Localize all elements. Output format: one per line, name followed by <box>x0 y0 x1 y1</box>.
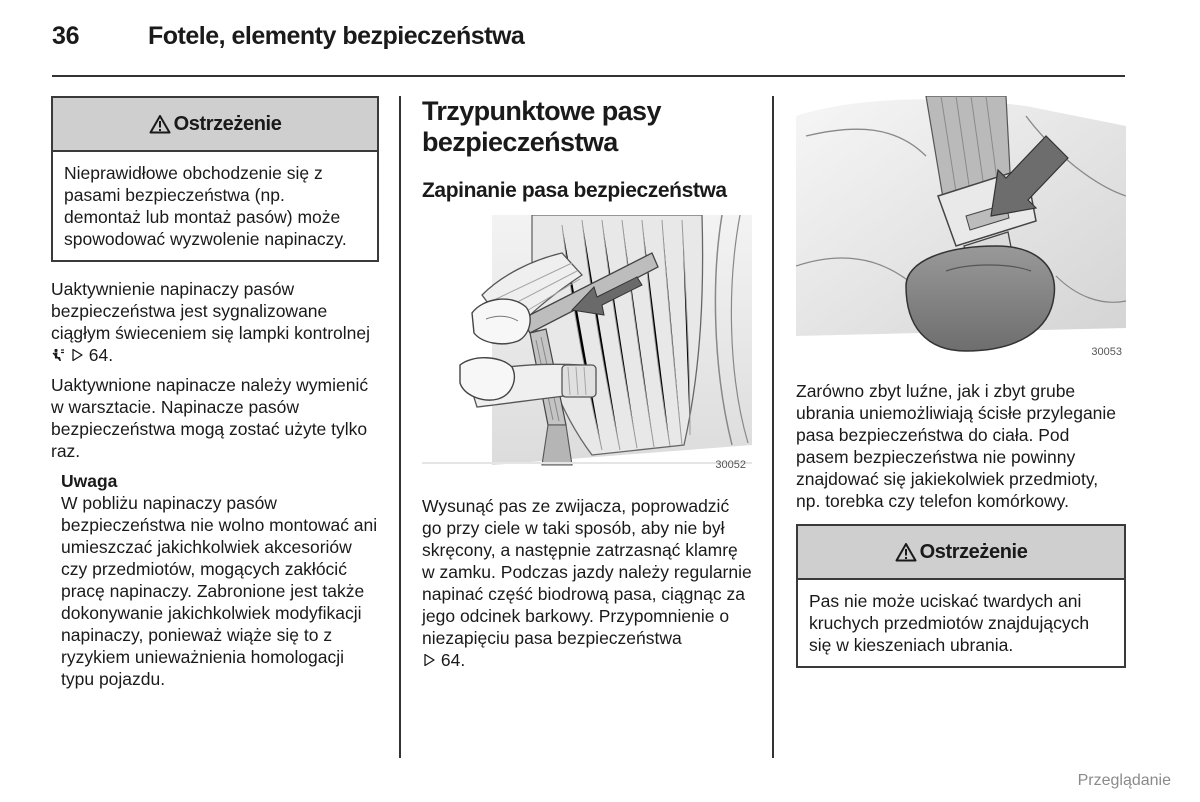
paragraph: Zarówno zbyt luźne, jak i zbyt grube ubrania uniemożliwiają ścisłe przyleganie pasa bezpieczeństwa do ciała. Pod pasem bezpieczeństwa nie powinny znajdować się jakiekolwiek przedmioty, np. torebka czy telefon komórkowy. <box>796 381 1117 511</box>
subsection-title: Zapinanie pasa bezpieczeństwa <box>422 179 727 202</box>
column-divider <box>772 96 774 758</box>
warning-triangle-icon <box>895 542 917 562</box>
page-reference[interactable]: 64. <box>88 345 114 365</box>
section-title: Trzypunktowe pasy bezpieczeństwa <box>422 96 661 157</box>
paragraph-text: Wysunąć pas ze zwijacza, poprowadzić go przy ciele w taki sposób, aby nie był skręcony, a następnie zatrzasnąć klamrę w zamku. Podczas jazdy należy regularnie napinać część biodrową pasa, ciągnąc za jego odcinek barkowy. Przypomnienie o niezapięciu pasa bezpieczeństwa <box>422 496 752 648</box>
browse-link[interactable]: Przeglądanie <box>1077 772 1171 789</box>
left-column <box>51 96 379 690</box>
note-text: W pobliżu napinaczy pasów bezpieczeństwa nie wolno montować ani umieszczać jakichkolwiek akcesoriów czy przedmiotów, mogących zakłócić pracę napinaczy. Zabronione jest także dokonywanie jakichkolwiek modyfikacji napinaczy, ponieważ wiąże się to z ryzykiem unieważnienia homologacji typu pojazdu. <box>61 493 378 689</box>
page-reference-arrow-icon <box>70 348 84 362</box>
page-reference-arrow-icon <box>422 653 436 667</box>
paragraph-text: Uaktywnienie napinaczy pasów bezpieczeństwa jest sygnalizowane ciągłym świeceniem się lampki kontrolnej <box>51 279 371 343</box>
page-reference[interactable]: 64. <box>440 650 466 670</box>
chapter-title: Fotele, elementy bezpieczeństwa <box>148 22 525 50</box>
paragraph <box>51 278 379 366</box>
figure-buckling-belt <box>422 215 752 477</box>
page-header <box>52 22 1124 56</box>
right-column <box>796 96 1126 668</box>
illustration-belt-buckle-closeup <box>796 96 1126 364</box>
paragraph: Uaktywnione napinacze należy wymienić w warsztacie. Napinacze pasów bezpieczeństwa mogą zostać użyte tylko raz. <box>51 375 369 461</box>
illustration-person-buckling-belt <box>422 215 752 477</box>
warning-triangle-icon <box>149 114 171 134</box>
warning-box <box>51 96 379 262</box>
warning-header <box>53 98 377 152</box>
figure-code: 30053 <box>1091 346 1122 358</box>
note-block <box>51 470 379 690</box>
paragraph <box>422 495 752 671</box>
figure-belt-buckle <box>796 96 1126 364</box>
note-title: Uwaga <box>61 471 118 491</box>
warning-text: Pas nie może uciskać twardych ani kruchych przedmiotów znajdujących się w kieszeniach ubrania. <box>809 591 1090 655</box>
figure-code: 30052 <box>715 459 746 471</box>
seatbelt-pretensioner-indicator-icon <box>51 348 65 362</box>
warning-box <box>796 524 1126 668</box>
page-number: 36 <box>52 22 80 50</box>
column-divider <box>399 96 401 758</box>
warning-title: Ostrzeżenie <box>919 540 1028 563</box>
middle-column <box>422 96 752 671</box>
warning-text: Nieprawidłowe obchodzenie się z pasami bezpieczeństwa (np. demontaż lub montaż pasów) może spowodować wyzwolenie napinaczy. <box>64 163 347 249</box>
warning-header <box>798 526 1124 580</box>
header-rule <box>52 75 1125 77</box>
warning-title: Ostrzeżenie <box>173 112 282 135</box>
